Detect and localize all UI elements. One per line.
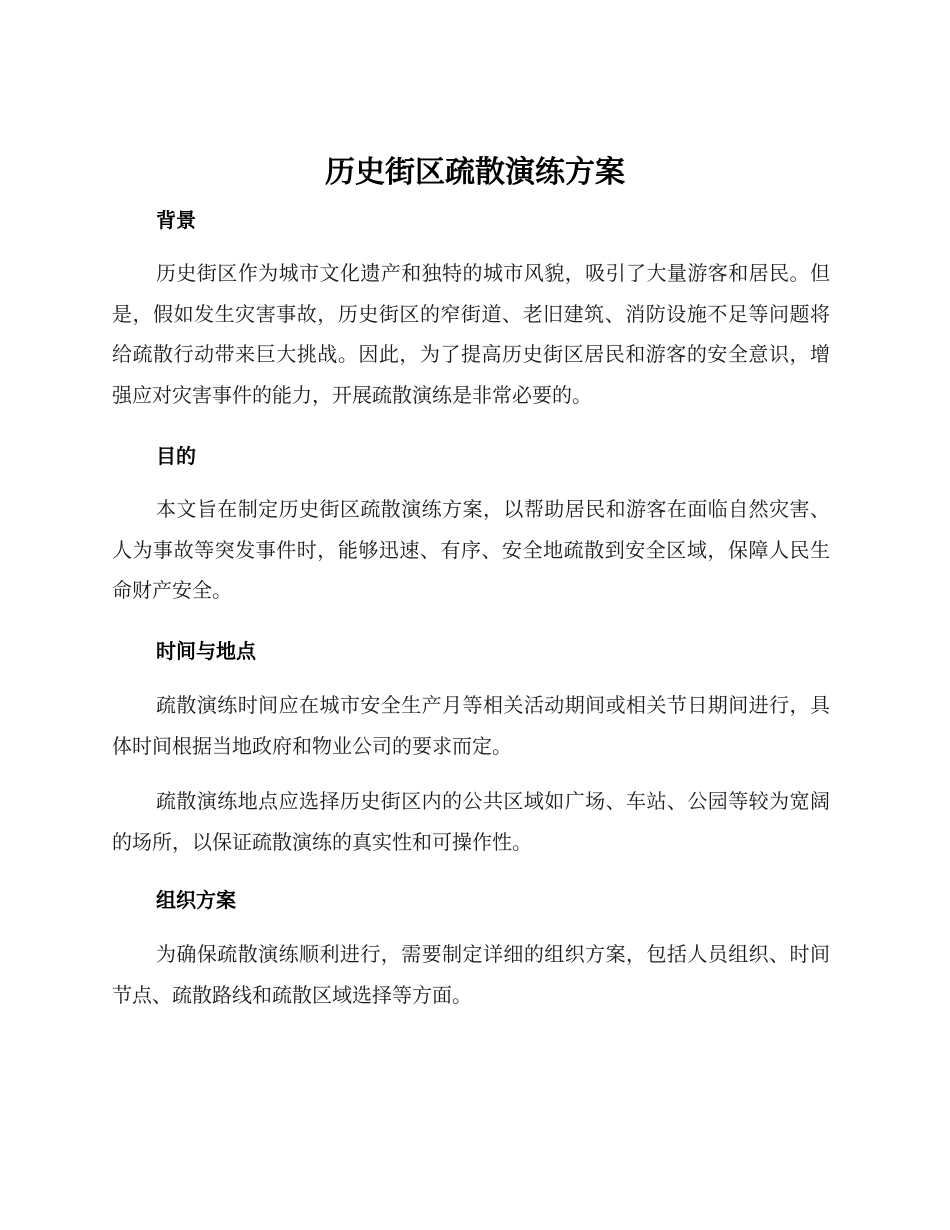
- paragraph-place: 疏散演练地点应选择历史街区内的公共区域如广场、车站、公园等较为宽阔的场所，以保证疏散演练的真实性和可操作性。: [112, 789, 830, 854]
- document-title: 历史街区疏散演练方案: [325, 155, 625, 190]
- section-heading-purpose: 目的: [156, 444, 196, 468]
- section-heading-time-place: 时间与地点: [156, 639, 256, 663]
- paragraph-purpose: 本文旨在制定历史街区疏散演练方案，以帮助居民和游客在面临自然灾害、人为事故等突发事件时，能够迅速、有序、安全地疏散到安全区域，保障人民生命财产安全。: [112, 497, 830, 602]
- paragraph-background: 历史街区作为城市文化遗产和独特的城市风貌，吸引了大量游客和居民。但是，假如发生灾害事故，历史街区的窄街道、老旧建筑、消防设施不足等问题将给疏散行动带来巨大挑战。因此，为了提高历史街区居民和游客的安全意识，增强应对灾害事件的能力，开展疏散演练是非常必要的。: [112, 261, 830, 407]
- section-heading-organization: 组织方案: [156, 888, 236, 912]
- paragraph-organization: 为确保疏散演练顺利进行，需要制定详细的组织方案，包括人员组织、时间节点、疏散路线和疏散区域选择等方面。: [112, 942, 830, 1007]
- section-heading-background: 背景: [156, 208, 196, 232]
- paragraph-time: 疏散演练时间应在城市安全生产月等相关活动期间或相关节日期间进行，具体时间根据当地政府和物业公司的要求而定。: [112, 693, 830, 758]
